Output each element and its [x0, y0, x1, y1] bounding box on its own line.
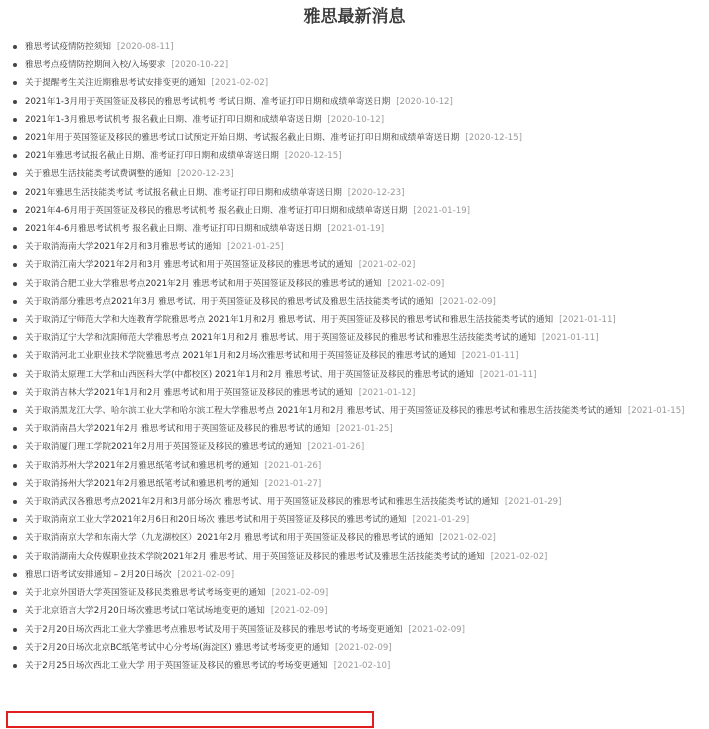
news-date: [2020-10-12] — [396, 96, 453, 107]
news-link[interactable]: 2021年4-6月用于英国签证及移民的雅思考试机考 报名截止日期、准考证打印日期和成绩单寄送日期 — [25, 205, 408, 216]
news-date: [2021-01-26] — [307, 442, 365, 453]
news-item — [0, 493, 709, 511]
news-item — [0, 621, 709, 639]
news-link[interactable]: 关于取消江南大学2021年2月和3月 雅思考试和用于英国签证及移民的雅思考试的通知 — [25, 260, 353, 271]
news-item — [0, 238, 709, 256]
news-link[interactable]: 关于取消河北工业职业技术学院雅思考点 2021年1月和2月场次雅思考试和用于英国签证及移民的雅思考试的通知 — [25, 351, 456, 362]
news-item — [0, 311, 709, 329]
news-item — [0, 38, 709, 56]
news-item — [0, 402, 709, 420]
bullet-icon — [13, 628, 17, 632]
news-item — [0, 275, 709, 293]
bullet-icon — [13, 45, 17, 49]
news-date: [2020-10-12] — [327, 114, 385, 125]
news-date: [2021-02-09] — [387, 278, 445, 289]
news-date: [2020-12-23] — [177, 169, 234, 180]
bullet-icon — [13, 63, 17, 67]
bullet-icon — [13, 482, 17, 486]
bullet-icon — [13, 263, 17, 267]
news-link[interactable]: 雅思口语考试安排通知 – 2月20日场次 — [25, 569, 172, 580]
news-link[interactable]: 关于取消辽宁大学和沈阳师范大学雅思考点 2021年1月和2月 雅思考试、用于英国签证及移民的雅思考试和雅思生活技能类考试的通知 — [25, 333, 536, 344]
bullet-icon — [13, 573, 17, 577]
news-link[interactable]: 2021年1-3月雅思考试机考 报名截止日期、准考证打印日期和成绩单寄送日期 — [25, 114, 322, 125]
bullet-icon — [13, 191, 17, 195]
bullet-icon — [13, 373, 17, 377]
news-link[interactable]: 关于雅思生活技能类考试费调整的通知 — [25, 169, 172, 180]
news-link[interactable]: 2021年用于英国签证及移民的雅思考试口试预定开始日期、考试报名截止日期、准考证打印日期和成绩单寄送日期 — [25, 133, 460, 144]
news-item — [0, 347, 709, 365]
news-item — [0, 639, 709, 657]
news-link[interactable]: 关于取消吉林大学2021年1月和2月 雅思考试和用于英国签证及移民的雅思考试的通知 — [25, 387, 353, 398]
news-date: [2021-01-25] — [227, 242, 284, 253]
news-item — [0, 56, 709, 74]
news-item — [0, 111, 709, 129]
news-link[interactable]: 关于北京外国语大学英国签证及移民类雅思考试考场变更的通知 — [25, 588, 266, 599]
news-item — [0, 457, 709, 475]
news-item — [0, 293, 709, 311]
news-link[interactable]: 关于取消南京大学和东南大学（九龙湖校区）2021年2月 雅思考试和用于英国签证及移民的雅思考试的通知 — [25, 533, 434, 544]
news-link[interactable]: 关于取消南京工业大学2021年2月6日和20日场次 雅思考试和用于英国签证及移民的雅思考试的通知 — [25, 515, 407, 526]
news-item — [0, 384, 709, 402]
news-link[interactable]: 2021年雅思考试报名截止日期、准考证打印日期和成绩单寄送日期 — [25, 151, 279, 162]
news-link[interactable]: 关于提醒考生关注近期雅思考试安排变更的通知 — [25, 78, 206, 89]
news-date: [2021-02-09] — [408, 624, 465, 635]
bullet-icon — [13, 172, 17, 176]
news-date: [2021-01-15] — [627, 406, 685, 417]
news-date: [2021-01-19] — [327, 224, 385, 235]
bullet-icon — [13, 500, 17, 504]
news-date: [2020-12-23] — [347, 187, 405, 198]
news-date: [2020-10-22] — [171, 60, 229, 71]
bullet-icon — [13, 282, 17, 286]
news-date: [2021-01-29] — [504, 497, 562, 508]
bullet-icon — [13, 245, 17, 249]
news-item — [0, 256, 709, 274]
news-item — [0, 420, 709, 438]
bullet-icon — [13, 464, 17, 468]
news-link[interactable]: 2021年4-6月雅思考试机考 报名截止日期、准考证打印日期和成绩单寄送日期 — [25, 224, 322, 235]
page-title: 雅思最新消息 — [303, 7, 406, 27]
news-link[interactable]: 关于取消合肥工业大学雅思考点2021年2月 雅思考试和用于英国签证及移民的雅思考试的通知 — [25, 278, 382, 289]
news-date: [2021-01-19] — [413, 205, 471, 216]
news-item — [0, 220, 709, 238]
bullet-icon — [13, 336, 17, 340]
news-date: [2021-02-09] — [335, 642, 392, 653]
news-date: [2021-02-10] — [333, 660, 391, 671]
news-link[interactable]: 关于取消扬州大学2021年2月雅思纸笔考试和雅思机考的通知 — [25, 478, 259, 489]
news-date: [2021-01-11] — [541, 333, 599, 344]
news-item — [0, 184, 709, 202]
news-date: [2021-01-25] — [336, 424, 393, 435]
news-date: [2021-02-02] — [439, 533, 496, 544]
news-item — [0, 74, 709, 92]
bullet-icon — [13, 209, 17, 213]
news-date: [2020-08-11] — [116, 42, 174, 52]
news-item — [0, 129, 709, 147]
bullet-icon — [13, 536, 17, 540]
news-list — [0, 38, 709, 675]
news-item — [0, 511, 709, 529]
news-date: [2021-01-29] — [412, 515, 470, 526]
news-item — [0, 329, 709, 347]
news-item — [0, 202, 709, 220]
news-date: [2021-02-09] — [271, 588, 329, 599]
news-date: [2021-02-09] — [270, 606, 328, 617]
bullet-icon — [13, 81, 17, 85]
news-link[interactable]: 关于取消黑龙江大学、哈尔滨工业大学和哈尔滨工程大学雅思考点 2021年1月和2月 雅思考试、用于英国签证及移民的雅思考试和雅思生活技能类考试的通知 — [25, 406, 622, 417]
bullet-icon — [13, 409, 17, 413]
news-date: [2021-01-11] — [461, 351, 519, 362]
bullet-icon — [13, 154, 17, 158]
news-link[interactable]: 关于取消湖南大众传媒职业技术学院2021年2月 雅思考试、用于英国签证及移民的雅思考试及雅思生活技能类考试的通知 — [25, 551, 485, 562]
news-item — [0, 147, 709, 165]
news-date: [2021-02-09] — [177, 569, 235, 580]
news-link[interactable]: 关于2月20日场次西北工业大学雅思考点雅思考试及用于英国签证及移民的雅思考试的考场变更通知 — [25, 624, 403, 635]
news-link[interactable]: 2021年1-3月用于英国签证及移民的雅思考试机考 考试日期、准考证打印日期和成绩单寄送日期 — [25, 96, 391, 107]
news-date: [2021-01-11] — [559, 315, 616, 326]
bullet-icon — [13, 227, 17, 231]
news-link[interactable]: 关于取消辽宁师范大学和大连教育学院雅思考点 2021年1月和2月 雅思考试、用于英国签证及移民的雅思考试和雅思生活技能类考试的通知 — [25, 315, 554, 326]
bullet-icon — [13, 100, 17, 104]
news-link[interactable]: 关于2月25日场次西北工业大学 用于英国签证及移民的雅思考试的考场变更通知 — [25, 660, 328, 671]
news-link[interactable]: 2021年雅思生活技能类考试 考试报名截止日期、准考证打印日期和成绩单寄送日期 — [25, 187, 342, 198]
bullet-icon — [13, 391, 17, 395]
news-date: [2020-12-15] — [284, 151, 342, 162]
news-item — [0, 93, 709, 111]
news-link[interactable]: 关于2月20日场次北京BC纸笔考试中心分考场(海淀区) 雅思考试考场变更的通知 — [25, 642, 329, 653]
bullet-icon — [13, 609, 17, 613]
news-link[interactable]: 雅思考点疫情防控期间入校/入场要求 — [25, 60, 166, 71]
bullet-icon — [13, 555, 17, 559]
news-item — [0, 548, 709, 566]
bullet-icon — [13, 591, 17, 595]
news-link[interactable]: 关于取消海南大学2021年2月和3月雅思考试的通知 — [25, 242, 222, 253]
bullet-icon — [13, 427, 17, 431]
bullet-icon — [13, 318, 17, 322]
news-item — [0, 165, 709, 183]
news-item — [0, 529, 709, 547]
bullet-icon — [13, 136, 17, 140]
bullet-icon — [13, 664, 17, 668]
news-date: [2021-02-02] — [358, 260, 416, 271]
bullet-icon — [13, 300, 17, 304]
news-date: [2021-01-11] — [479, 369, 537, 380]
news-date: [2021-01-12] — [358, 387, 416, 398]
news-date: [2021-01-27] — [264, 478, 322, 489]
news-date: [2021-02-02] — [211, 78, 269, 89]
news-date: [2020-12-15] — [465, 133, 523, 144]
news-link[interactable]: 关于取消部分雅思考点2021年3月 雅思考试、用于英国签证及移民的雅思考试及雅思生活技能类考试的通知 — [25, 296, 434, 307]
news-link[interactable]: 关于取消苏州大学2021年2月雅思纸笔考试和雅思机考的通知 — [25, 460, 259, 471]
bullet-icon — [13, 518, 17, 522]
news-item — [0, 366, 709, 384]
news-item — [0, 584, 709, 602]
bullet-icon — [13, 646, 17, 650]
news-link[interactable]: 关于取消太原理工大学和山西医科大学(中都校区) 2021年1月和2月 雅思考试、用于英国签证及移民的雅思考试的通知 — [25, 369, 474, 380]
news-link[interactable]: 关于取消武汉各雅思考点2021年2月和3月部分场次 雅思考试、用于英国签证及移民的雅思考试和雅思生活技能类考试的通知 — [25, 497, 499, 508]
news-date: [2021-02-02] — [490, 551, 548, 562]
bullet-icon — [13, 354, 17, 358]
news-link[interactable]: 关于取消厦门理工学院2021年2月用于英国签证及移民的雅思考试的通知 — [25, 442, 302, 453]
news-link[interactable]: 关于取消南昌大学2021年2月 雅思考试和用于英国签证及移民的雅思考试的通知 — [25, 424, 331, 435]
bullet-icon — [13, 445, 17, 449]
bullet-icon — [13, 118, 17, 122]
news-item — [0, 657, 709, 675]
news-item — [0, 566, 709, 584]
news-item — [0, 438, 709, 456]
news-link[interactable]: 雅思考试疫情防控须知 — [25, 42, 111, 52]
news-item — [0, 475, 709, 493]
news-date: [2021-02-09] — [439, 296, 496, 307]
news-date: [2021-01-26] — [264, 460, 322, 471]
highlight-box — [6, 711, 374, 728]
news-link[interactable]: 关于北京语言大学2月20日场次雅思考试口笔试场地变更的通知 — [25, 606, 265, 617]
news-item — [0, 602, 709, 620]
